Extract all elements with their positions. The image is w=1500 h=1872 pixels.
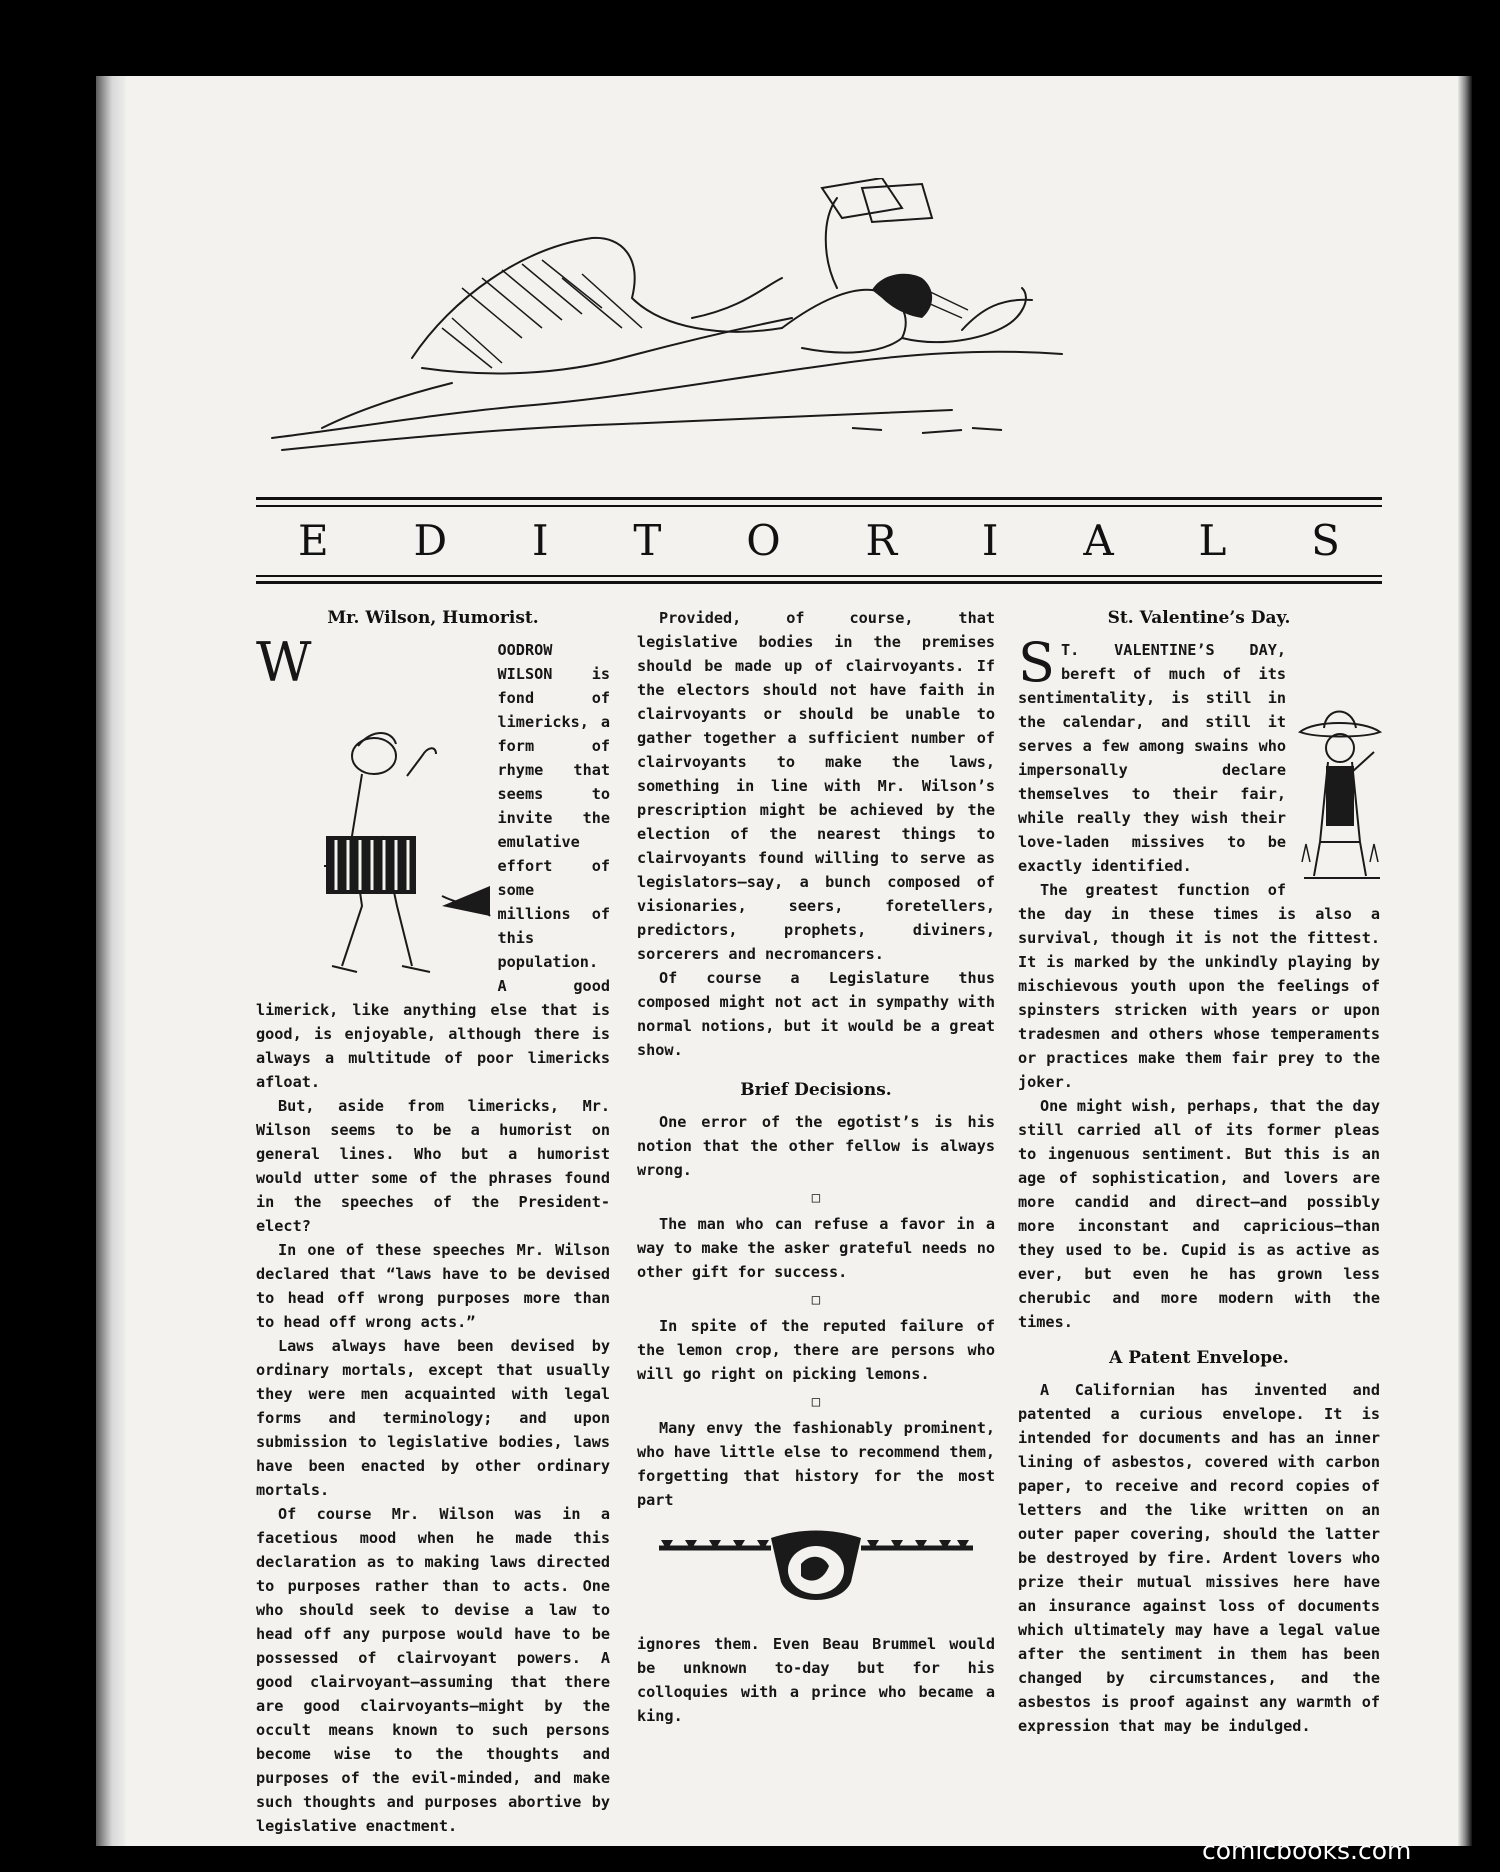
brief-item-continued: ignores them. Even Beau Brummel would be unknown to-day but for his colloquies with a prince who became a king. (637, 1635, 995, 1725)
masthead-letter: D (413, 515, 448, 565)
rule-bottom-1 (256, 575, 1382, 577)
article-text: T. VALENTINE’S DAY, bereft of much of its sentimentality, is still in the calendar, and still it serves a few among swains who impersonally declare themselves to their fair, while really they wish their love-laden missives to be exactly identified. (1018, 641, 1286, 875)
rule-bottom-2 (256, 581, 1382, 584)
brief-item: In spite of the reputed failure of the lemon crop, there are persons who will go right on picking lemons. (637, 1317, 995, 1383)
article-paragraph: But, aside from limericks, Mr. Wilson seems to be a humorist on general lines. Who but a humorist would utter some of the phrases found in the speeches of the President-elect? (256, 1097, 610, 1235)
heart-garland-ornament (651, 1524, 981, 1618)
drop-cap: W (256, 631, 312, 694)
reclining-woman-illustration (262, 178, 1126, 483)
article-paragraph: Of course Mr. Wilson was in a facetious mood when he made this declaration as to making laws directed to purposes rather than to acts. One who should seek to devise a law to head off any purpose would have to be possessed of clairvoyant powers. A good clairvoyant—assuming that there are good clairvoyants—might by the occult means known to such persons become wise to the thoughts and purposes of the evil-minded, and make such thoughts and purposes abortive by legislative enactment. (256, 1505, 610, 1835)
masthead-letter: E (298, 515, 329, 565)
article-paragraph: Laws always have been devised by ordinary mortals, except that usually they were men acquainted with legal forms and terminology; and upon submission to legislative bodies, laws have been enacted by other ordinary mortals. (256, 1337, 610, 1499)
article-paragraph (1018, 631, 1380, 878)
brief-item: The man who can refuse a favor in a way to make the asker grateful needs no other gift for success. (637, 1215, 995, 1281)
masthead-letter: T (633, 515, 662, 565)
brief-item: Many envy the fashionably prominent, who have little else to recommend them, forgetting that history for the most part (637, 1419, 995, 1509)
masthead-letter: L (1198, 515, 1227, 565)
separator: □ (811, 1190, 821, 1206)
article-heading: A Patent Envelope. (1109, 1348, 1289, 1368)
article-paragraph: Provided, of course, that legislative bodies in the premises should be made up of clairvoyants. If the electors should not have faith in clairvoyants or should be unable to gather together a sufficient number of clairvoyants to make the laws, something in line with Mr. Wilson’s prescription might be achieved by the election of the nearest things to clairvoyants found willing to serve as legislators—say, a bunch composed of visionaries, seers, foretellers, predictors, prophets, diviners, sorcerers and necromancers. (637, 609, 995, 963)
accordion-player-illustration (312, 716, 492, 986)
masthead-letter: O (746, 515, 781, 565)
article-paragraph: The greatest function of the day in these times is also a survival, though it is not the fittest. It is marked by the unkindly playing by mischievous youth upon the feelings of spinsters stricken with years or upon tradesmen and others whose temperaments or practices make them fair prey to the joker. (1018, 881, 1380, 1091)
masthead-letter: I (531, 515, 549, 565)
article-paragraph: Of course a Legislature thus composed might not act in sympathy with normal notions, but it would be a great show. (637, 969, 995, 1059)
masthead-letter: S (1311, 515, 1340, 565)
rule-top-1 (256, 497, 1382, 500)
article-paragraph: One might wish, perhaps, that the day still carried all of its former pleas to ingenuous sentiment. But this is an age of sophistication, and lovers are more candid and direct—and possibly more inconstant and capricious—than they used to be. Cupid is as active as ever, but even he has grown less cherubic and more modern with the times. (1018, 1097, 1380, 1331)
article-text: OODROW WILSON is fond of limericks, a form of rhyme that seems to invite the emulative effort of some millions of this population. A good limerick, like anything else that is good, is enjoyable, although there is always a multitude of poor limericks afloat. (256, 641, 610, 1091)
site-watermark: comicbooks.com (1202, 1836, 1412, 1865)
page-binding (96, 76, 126, 1846)
article-heading: Brief Decisions. (740, 1080, 892, 1100)
article-paragraph: In one of these speeches Mr. Wilson declared that “laws have to be devised to head off wrong purposes more than to head off wrong acts.” (256, 1241, 610, 1331)
editorials-masthead (256, 508, 1382, 572)
rule-top-2 (256, 505, 1382, 507)
separator: □ (811, 1292, 821, 1308)
column-1 (256, 606, 610, 1838)
masthead-letter: A (1083, 515, 1114, 565)
separator: □ (811, 1394, 821, 1410)
article-paragraph (256, 631, 610, 1094)
column-3 (1018, 606, 1380, 1738)
drop-cap: S (1018, 631, 1055, 694)
cowboy-figure-illustration (1294, 692, 1386, 882)
page-edge (1458, 76, 1472, 1846)
article-paragraph: A Californian has invented and patented a curious envelope. It is intended for documents and has an inner lining of asbestos, covered with carbon paper, to receive and record copies of letters and the like written on an outer paper covering, should the latter be destroyed by fire. Ardent lovers who prize their mutual missives here have an insurance against loss of documents which ultimately may have a legal value after the sentiment in them has been changed by circumstances, and the asbestos is proof against any warmth of expression that may be indulged. (1018, 1381, 1380, 1735)
article-heading: St. Valentine’s Day. (1107, 608, 1291, 628)
masthead-letter: I (981, 515, 999, 565)
brief-item: One error of the egotist’s is his notion that the other fellow is always wrong. (637, 1113, 995, 1179)
masthead-letter: R (865, 515, 898, 565)
column-2 (637, 606, 995, 1728)
article-heading: Mr. Wilson, Humorist. (327, 608, 539, 628)
